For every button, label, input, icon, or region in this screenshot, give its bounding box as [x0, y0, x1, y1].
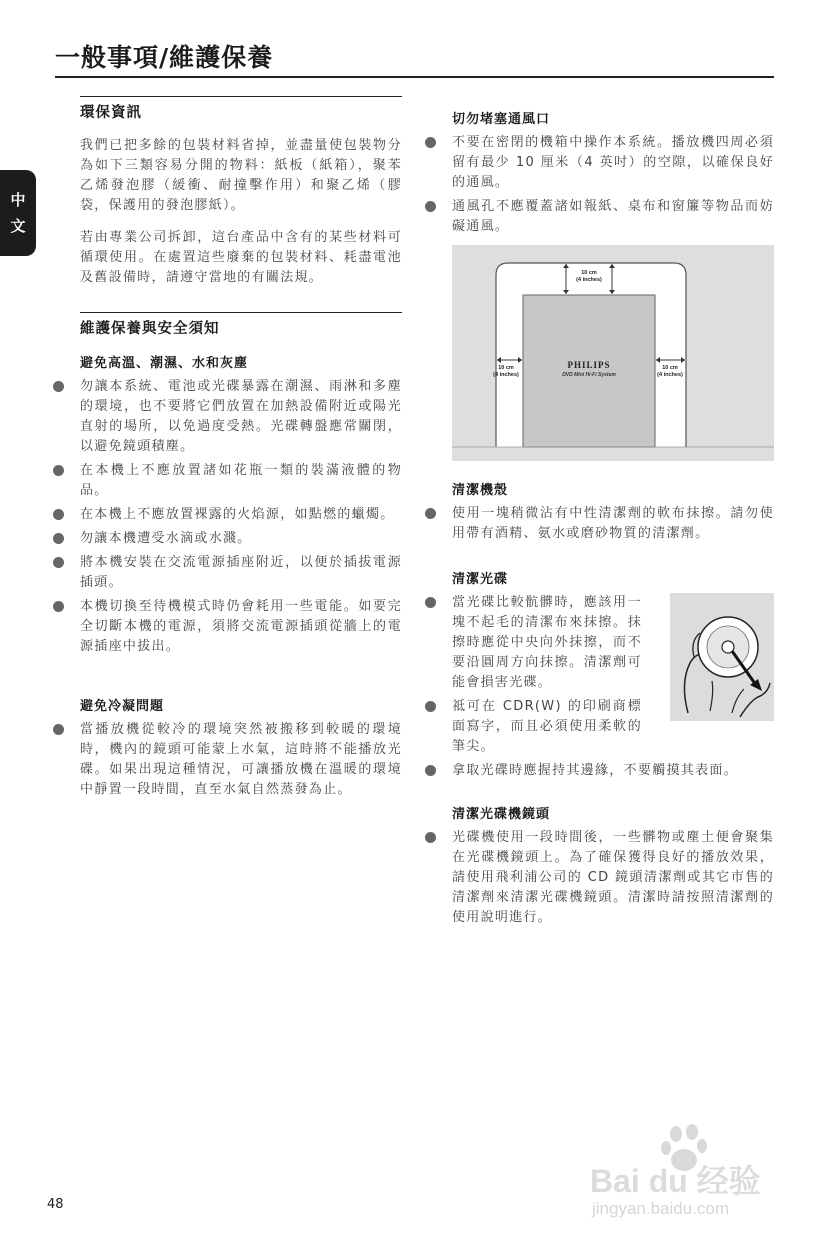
ventilation-diagram-drawing	[452, 245, 774, 461]
list-item: 通風孔不應覆蓋諸如報紙、桌布和窗簾等物品而妨礙通風。	[452, 197, 774, 237]
title-divider	[55, 76, 774, 78]
left-column	[80, 96, 402, 804]
list-item: 本機切換至待機模式時仍會耗用一些電能。如要完全切斷本機的電源，須將交流電源插頭從牆上的電源插座中拔出。	[80, 597, 402, 657]
env-paragraph-1: 我們已把多餘的包裝材料省掉，並盡量使包裝物分為如下三類容易分開的物料：紙板（紙箱），聚苯乙烯發泡膠（緩衝、耐撞擊作用）和聚乙烯（膠袋，保護用的發泡膠紙）。	[80, 138, 402, 213]
env-paragraph-2: 若由專業公司拆卸，這台產品中含有的某些材料可循環使用。在處置這些廢棄的包裝材料、耗盡電池及舊設備時，請遵守當地的有關法規。	[80, 230, 402, 285]
disc-cleaning-illustration	[670, 593, 774, 721]
env-section-title: 環保資訊	[80, 96, 402, 122]
case-list	[452, 504, 774, 544]
right-column	[452, 108, 774, 932]
watermark-logo-text: Bai du 经验	[590, 1163, 761, 1199]
bullet-icon	[53, 557, 64, 568]
bullet-icon	[53, 724, 64, 735]
disc-section	[452, 593, 774, 781]
bullet-icon	[53, 533, 64, 544]
vent-list	[452, 133, 774, 237]
condensation-list	[80, 720, 402, 800]
condensation-subtitle: 避免冷凝問題	[80, 699, 165, 714]
list-item: 將本機安裝在交流電源插座附近，以便於插拔電源插頭。	[80, 553, 402, 593]
lens-list	[452, 828, 774, 928]
brand-logo: PHILIPS	[567, 360, 611, 370]
baidu-jingyan-watermark	[588, 1120, 778, 1220]
language-tab-char-1: 中	[10, 191, 26, 209]
top-clearance-cm: 10 cm	[581, 270, 597, 276]
bullet-icon	[425, 832, 436, 843]
vent-subtitle: 切勿堵塞通風口	[452, 112, 551, 127]
bullet-icon	[425, 201, 436, 212]
disc-cleaning-drawing	[670, 593, 774, 721]
list-item: 使用一塊稍微沾有中性清潔劑的軟布抹擦。請勿使用帶有酒精、氨水或磨砂物質的清潔劑。	[452, 504, 774, 544]
list-item: 勿讓本系統、電池或光碟暴露在潮濕、雨淋和多塵的環境，也不要將它們放置在加熱設備附近或陽光直射的場所，以免過度受熱。光碟轉盤應常關閉，以避免鏡頭積塵。	[80, 377, 402, 457]
bullet-icon	[53, 465, 64, 476]
avoid-list	[80, 377, 402, 657]
list-item: 當光碟比較骯髒時，應該用一塊不起毛的清潔布來抹擦。抹擦時應從中央向外抹擦，而不要沿圓周方向抹擦。清潔劑可能會損害光碟。	[452, 593, 642, 693]
language-tab	[0, 170, 36, 256]
ventilation-diagram	[452, 245, 774, 461]
page-title: 一般事項/維護保養	[55, 43, 274, 72]
case-subtitle: 清潔機殼	[452, 483, 509, 498]
list-item: 祗可在 CDR(W) 的印刷商標面寫字，而且必須使用柔軟的筆尖。	[452, 697, 642, 757]
bullet-icon	[425, 701, 436, 712]
page-number: 48	[47, 1197, 64, 1212]
model-name: DVD Mini Hi-Fi System	[562, 372, 616, 378]
lens-subtitle: 清潔光碟機鏡頭	[452, 807, 551, 822]
maint-section-title: 維護保養與安全須知	[80, 312, 402, 338]
disc-subtitle: 清潔光碟	[452, 572, 509, 587]
watermark-logo	[588, 1120, 778, 1220]
list-item: 當播放機從較冷的環境突然被搬移到較暖的環境時，機內的鏡頭可能蒙上水氣，這時將不能播放光碟。如果出現這種情況，可讓播放機在溫暖的環境中靜置一段時間，直至水氣自然蒸發為止。	[80, 720, 402, 800]
language-tab-char-2: 文	[10, 217, 26, 235]
bullet-icon	[425, 508, 436, 519]
bullet-icon	[53, 381, 64, 392]
left-clearance-inches: (4 inches)	[493, 372, 519, 378]
bullet-icon	[425, 597, 436, 608]
bullet-icon	[53, 509, 64, 520]
right-clearance-inches: (4 inches)	[657, 372, 683, 378]
list-item: 在本機上不應放置諸如花瓶一類的裝滿液體的物品。	[80, 461, 402, 501]
top-clearance-inches: (4 inches)	[576, 277, 602, 283]
list-item: 勿讓本機遭受水滴或水濺。	[80, 529, 402, 549]
bullet-icon	[53, 601, 64, 612]
list-item: 在本機上不應放置裸露的火焰源，如點燃的蠟燭。	[80, 505, 402, 525]
list-item: 光碟機使用一段時間後，一些髒物或塵土便會聚集在光碟機鏡頭上。為了確保獲得良好的播放效果，請使用飛利浦公司的 CD 鏡頭清潔劑或其它市售的清潔劑來清潔光碟機鏡頭。清潔時請按照清潔劑的使用說明進行。	[452, 828, 774, 928]
right-clearance-cm: 10 cm	[662, 365, 678, 371]
list-item: 不要在密閉的機箱中操作本系統。播放機四周必須留有最少 10 厘米（4 英吋）的空隙，以確保良好的通風。	[452, 133, 774, 193]
avoid-subtitle: 避免高溫、潮濕、水和灰塵	[80, 356, 249, 371]
left-clearance-cm: 10 cm	[498, 365, 514, 371]
watermark-url: jingyan.baidu.com	[592, 1199, 730, 1218]
list-item: 拿取光碟時應握持其邊緣，不要觸摸其表面。	[452, 761, 774, 781]
bullet-icon	[425, 765, 436, 776]
bullet-icon	[425, 137, 436, 148]
